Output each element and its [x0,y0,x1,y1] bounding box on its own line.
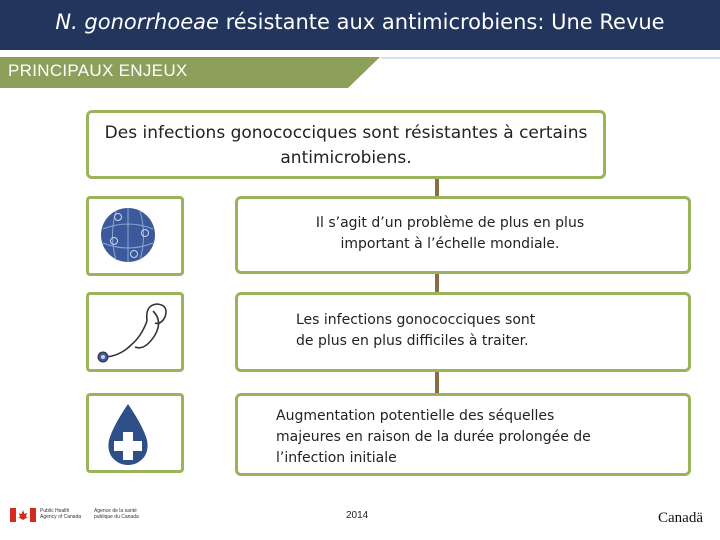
title-species: N. gonorrhoeae [55,10,219,34]
issue-text: Il s’agit d’un problème de plus en plus important à l’échelle mondiale. [315,215,585,252]
subtitle-bar [0,55,720,90]
title-rest: résistante aux antimicrobiens: Une Revue [218,10,665,34]
canada-flag-icon [10,508,36,522]
issue-text: Les infections gonococciques sont de plus en plus difficiles à traiter. [296,312,536,349]
phac-logo [10,507,36,526]
blood-drop-icon-box [86,393,184,473]
agency-name-fr: Agence de la santé publique du Canada [94,508,139,520]
canada-wordmark: Canadä [658,510,703,526]
footer-year: 2014 [346,510,369,521]
globe-icon-box [86,196,184,276]
agency-name-en: Public Health Agency of Canada [40,508,82,520]
issue-box [235,196,691,274]
main-statement: Des infections gonococciques sont résistantes à certains antimicrobiens. [104,123,588,168]
issue-box [235,292,691,372]
issue-box [235,393,691,476]
main-statement-box [86,110,606,179]
issue-text: Augmentation potentielle des séquelles majeures en raison de la durée prolongée de l’infection initiale [276,408,591,466]
connector-line [435,272,439,294]
stethoscope-icon [89,295,181,369]
blood-drop-icon [89,396,181,470]
title-bar [0,0,720,50]
page-title [0,10,720,34]
stethoscope-icon-box [86,292,184,372]
subtitle: PRINCIPAUX ENJEUX [8,61,188,80]
globe-icon [89,199,181,273]
